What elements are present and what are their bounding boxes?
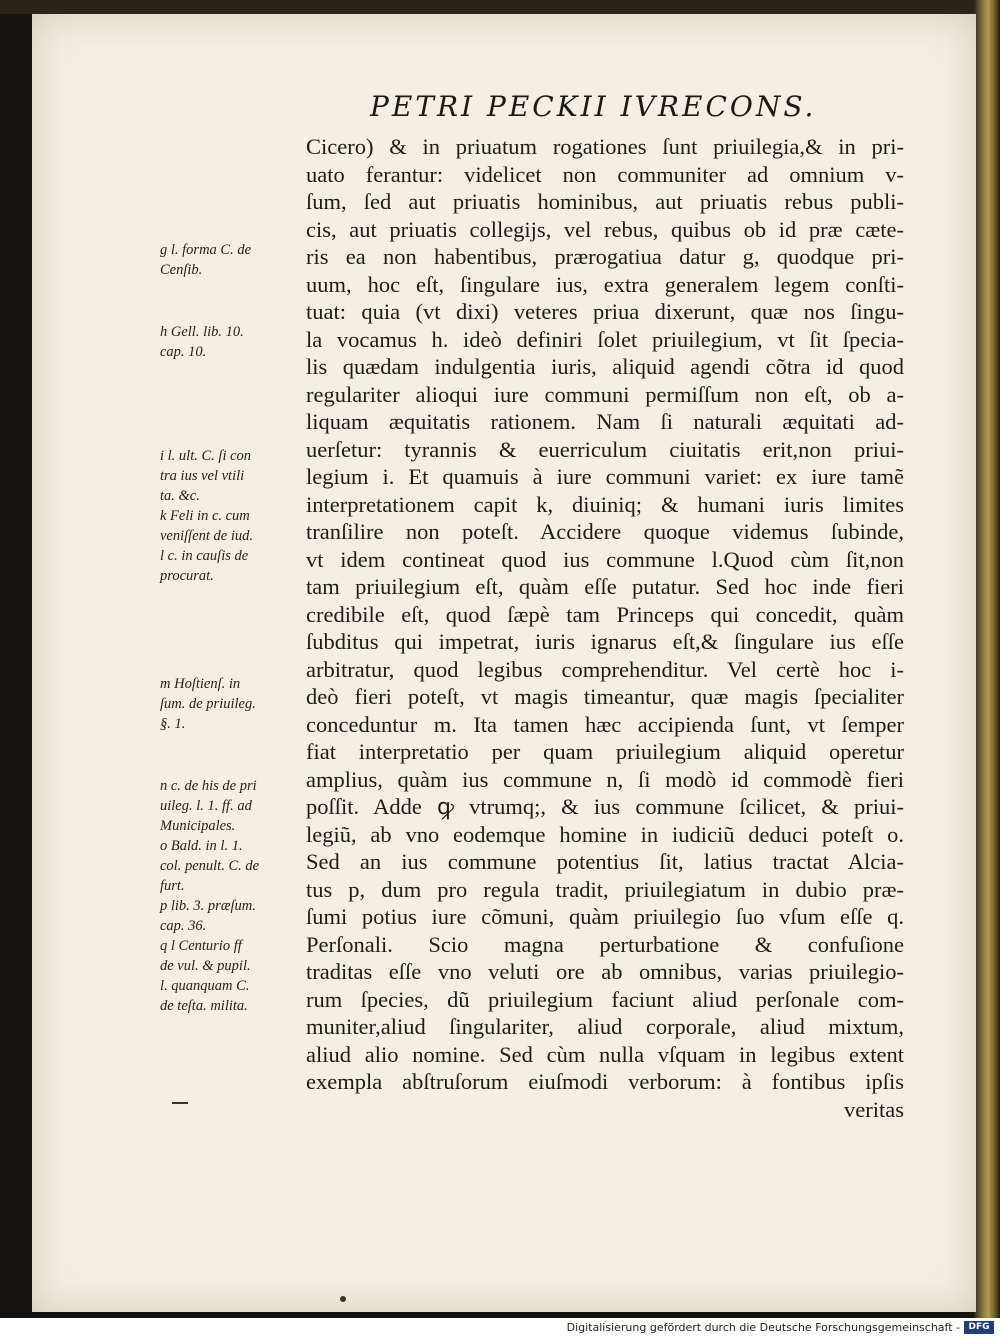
- marginal-line: col. penult. C. de: [160, 858, 260, 874]
- marginal-line: m Hoſtienſ. in: [160, 676, 241, 692]
- marginal-line: uileg. l. 1. ff. ad: [160, 798, 252, 814]
- marginal-line: n c. de his de pri: [160, 778, 257, 794]
- margin-mark: [172, 1102, 188, 1104]
- book-spine-edge: [974, 0, 1000, 1318]
- body-line: arbitratur, quod legibus comprehenditur. Vel certè hoc i-: [306, 656, 904, 682]
- funding-credit: Digitalisierung gefördert durch die Deutsche Forschungsgemeinschaft -: [566, 1321, 960, 1334]
- body-line: la vocamus h. ideò definiri ſolet priuilegium, vt ſit ſpecia-: [306, 326, 904, 352]
- body-line: ſum, ſed aut priuatis hominibus, aut priuatis rebus publi-: [306, 189, 904, 214]
- footer-bar: [0, 1318, 1000, 1338]
- marginal-line: de teſta. milita.: [160, 998, 248, 1014]
- marginal-line: q l Centurio ff: [160, 938, 242, 954]
- body-line: credibile eſt, quod ſæpè tam Princeps qui concedit, quàm: [306, 601, 904, 627]
- book-top-edge: [0, 0, 1000, 14]
- body-line: ſumi potius iure cõmuni, quàm priuilegio ſuo vſum eſſe q.: [306, 904, 904, 929]
- body-line: exempla abſtruſorum eiuſmodi verborum: à fontibus ipſis: [306, 1069, 904, 1094]
- catchword: veritas: [844, 1096, 904, 1122]
- body-line: Perſonali. Scio magna perturbatione & confuſione: [306, 931, 904, 957]
- marginal-line: veniſſent de iud.: [160, 528, 254, 544]
- marginal-line: §. 1.: [160, 716, 186, 732]
- body-line: Sed an ius commune potentius ſit, latius tractat Alcia-: [306, 849, 904, 874]
- marginal-line: furt.: [160, 878, 185, 894]
- marginal-line: o Bald. in l. 1.: [160, 838, 243, 854]
- body-line: fiat interpretatio per quam priuilegium aliquid operetur: [306, 739, 904, 764]
- marginal-note-g: [160, 240, 310, 280]
- body-line: poſſit. Adde ꝙ vtrumq;, & ius commune ſcilicet, & priui-: [306, 794, 904, 819]
- marginal-line: Municipales.: [160, 818, 236, 834]
- body-line: cis, aut priuatis collegijs, vel rebus, quibus ob id præ cæte-: [306, 216, 904, 242]
- body-line: traditas eſſe vno veluti ore ab omnibus, varias priuilegio-: [306, 959, 904, 984]
- body-line: vt idem contineat quod ius commune l.Quod cùm ſit,non: [306, 546, 904, 572]
- marginal-line: l. quanquam C.: [160, 978, 250, 994]
- body-line: legiũ, ab vno eodemque homine in iudiciũ deduci poteſt o.: [306, 821, 904, 847]
- body-line: tranſilire non poteſt. Accidere quoque videmus ſubinde,: [306, 519, 904, 544]
- body-line: regulariter alioqui iure communi permiſſum non eſt, ob a-: [306, 381, 904, 407]
- marginal-line: procurat.: [160, 568, 214, 584]
- running-head: PETRI PECKII IVRECONS.: [370, 90, 817, 123]
- body-line: tam priuilegium eſt, quàm eſſe putatur. Sed hoc inde fieri: [306, 574, 904, 599]
- marginal-line: cap. 36.: [160, 918, 207, 934]
- marginal-note-n-q: [160, 776, 310, 1016]
- body-line: tus p, dum pro regula tradit, priuilegiatum in dubio præ-: [306, 876, 904, 902]
- body-line: lis quædam indulgentia iuris, aliquid agendi cõtra id quod: [306, 354, 904, 379]
- marginal-line: g l. forma C. de: [160, 242, 252, 258]
- body-line: aliud alio nomine. Sed cùm nulla vſquam in legibus extent: [306, 1041, 904, 1067]
- body-text: [306, 133, 904, 1123]
- marginal-line: de vul. & pupil.: [160, 958, 251, 974]
- marginal-note-m: [160, 674, 310, 734]
- body-line: ris ea non habentibus, prærogatiua datur g, quodque pri-: [306, 244, 904, 269]
- marginal-line: h Gell. lib. 10.: [160, 324, 244, 340]
- marginal-line: k Feli in c. cum: [160, 508, 250, 524]
- marginal-line: l c. in cauſis de: [160, 548, 249, 564]
- body-line: conceduntur m. Ita tamen hæc accipienda ſunt, vt ſemper: [306, 711, 904, 737]
- body-line: ſubditus qui impetrat, iuris ignarus eſt,& ſingulare ius eſſe: [306, 629, 904, 654]
- marginal-line: ſum. de priuileg.: [160, 696, 256, 712]
- body-line: amplius, quàm ius commune n, ſi modò id commodè fieri: [306, 766, 904, 792]
- marginal-line: i l. ult. C. ſi con: [160, 448, 252, 464]
- body-line: muniter,aliud ſingulariter, aliud corporale, aliud mixtum,: [306, 1014, 904, 1039]
- body-line: rum ſpecies, dũ priuilegium faciunt aliud perſonale com-: [306, 986, 904, 1012]
- body-line: liquam æquitatis rationem. Nam ſi naturali æquitati ad-: [306, 409, 904, 434]
- page-speck: [340, 1296, 346, 1302]
- marginal-line: tra ius vel vtili: [160, 468, 245, 484]
- marginal-line: p lib. 3. præſum.: [160, 898, 256, 914]
- body-line: deò fieri poteſt, vt magis timeantur, quæ magis ſpecialiter: [306, 684, 904, 709]
- body-line: uerſetur: tyrannis & euerriculum ciuitatis erit,non priui-: [306, 436, 904, 462]
- body-line: tuat: quia (vt dixi) veteres priua dixerunt, quæ nos ſingu-: [306, 299, 904, 324]
- body-line: interpretationem capit k, diuiniq; & humani iuris limites: [306, 491, 904, 517]
- marginal-line: Cenſib.: [160, 262, 203, 278]
- marginal-note-h: [160, 322, 310, 362]
- body-line: legium i. Et quamuis à iure communi variet: ex iure tamẽ: [306, 464, 904, 489]
- body-line: uum, hoc eſt, ſingulare ius, extra generalem legem conſti-: [306, 271, 904, 297]
- dfg-logo[interactable]: DFG: [964, 1321, 994, 1334]
- marginal-note-i-l: [160, 446, 310, 586]
- body-line: uato ferantur: videlicet non communiter ad omnium v-: [306, 161, 904, 187]
- marginal-line: cap. 10.: [160, 344, 207, 360]
- body-line: Cicero) & in priuatum rogationes ſunt priuilegia,& in pri-: [306, 134, 904, 159]
- marginal-line: ta. &c.: [160, 488, 200, 504]
